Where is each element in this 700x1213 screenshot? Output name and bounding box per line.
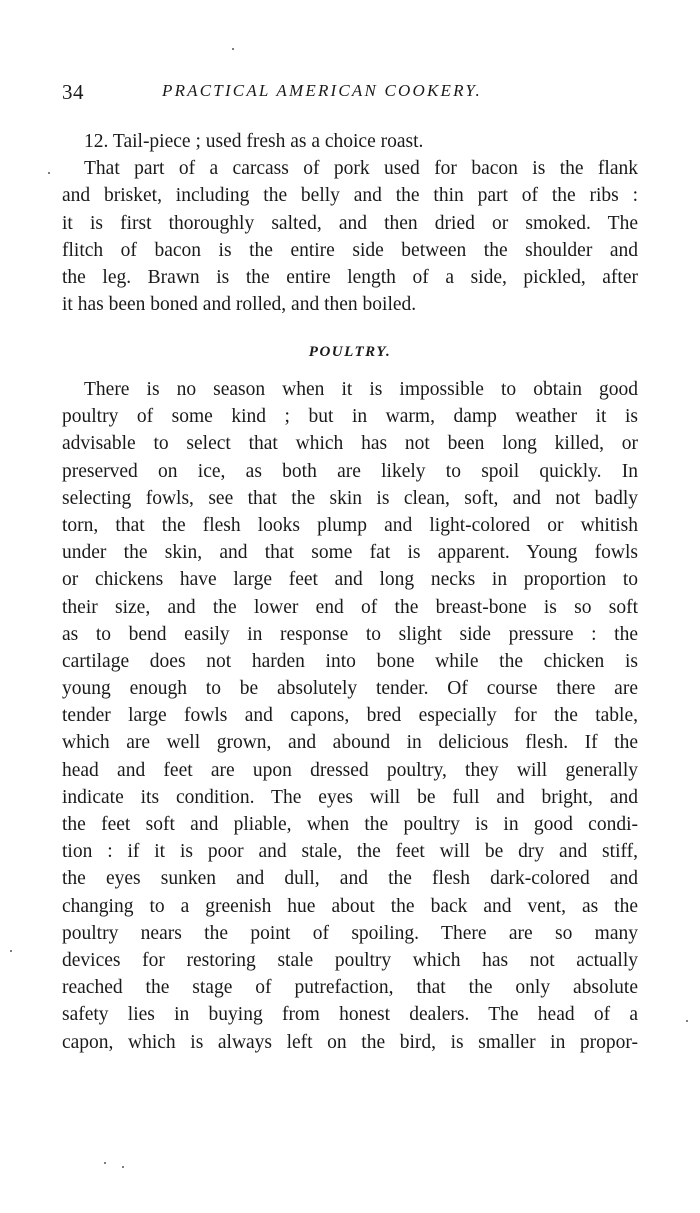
poultry-paragraph-line: changing to a greenish hue about the back and vent, as the xyxy=(62,895,638,917)
running-head: PRACTICAL AMERICAN COOKERY. xyxy=(162,81,482,100)
poultry-paragraph-line: poultry of some kind ; but in warm, damp weather it is xyxy=(62,406,638,428)
bacon-paragraph-line: it has been boned and rolled, and then boiled. xyxy=(62,294,417,316)
paragraph-item-12-line: 12. Tail-piece ; used fresh as a choice roast. xyxy=(84,131,424,152)
poultry-paragraph-line: as to bend easily in response to slight side pressure : the xyxy=(62,623,638,645)
poultry-paragraph-line: the eyes sunken and dull, and the flesh dark-colored and xyxy=(62,868,638,890)
poultry-paragraph-line: young enough to be absolutely tender. Of course there are xyxy=(62,678,638,700)
poultry-paragraph-line: devices for restoring stale poultry which has not actually xyxy=(62,949,638,971)
print-speck xyxy=(104,1162,106,1164)
page-header xyxy=(62,80,642,110)
poultry-paragraph-line: poultry nears the point of spoiling. There are so many xyxy=(62,922,638,944)
bacon-paragraph-line: it is first thoroughly salted, and then dried or smoked. The xyxy=(62,212,638,234)
poultry-paragraph-line: tion : if it is poor and stale, the feet will be dry and stiff, xyxy=(62,841,638,863)
poultry-paragraph-line: indicate its condition. The eyes will be full and bright, and xyxy=(62,786,638,808)
poultry-text-block xyxy=(62,376,638,1056)
poultry-paragraph-line: There is no season when it is impossible to obtain good xyxy=(84,379,638,400)
print-speck xyxy=(10,950,12,952)
poultry-paragraph-line: capon, which is always left on the bird, is smaller in propor- xyxy=(62,1031,638,1053)
poultry-paragraph-line: safety lies in buying from honest dealers. The head of a xyxy=(62,1004,638,1026)
bacon-paragraph-line: flitch of bacon is the entire side between the shoulder and xyxy=(62,239,638,261)
print-speck xyxy=(122,1166,124,1168)
poultry-paragraph-line: which are well grown, and abound in delicious flesh. If the xyxy=(62,732,638,754)
bacon-paragraph-line: and brisket, including the belly and the thin part of the ribs : xyxy=(62,185,638,207)
poultry-paragraph-line: selecting fowls, see that the skin is clean, soft, and not badly xyxy=(62,487,638,509)
section-heading-poultry: POULTRY. xyxy=(308,344,392,360)
poultry-paragraph-line: head and feet are upon dressed poultry, they will generally xyxy=(62,759,638,781)
page-number: 34 xyxy=(62,80,84,104)
poultry-paragraph-line: reached the stage of putrefaction, that the only absolute xyxy=(62,977,638,999)
poultry-paragraph-line: torn, that the flesh looks plump and light-colored or whitish xyxy=(62,514,638,536)
poultry-paragraph-line: under the skin, and that some fat is apparent. Young fowls xyxy=(62,542,638,564)
print-speck xyxy=(232,48,234,50)
print-speck xyxy=(686,1020,688,1022)
poultry-paragraph-line: or chickens have large feet and long necks in proportion to xyxy=(62,569,638,591)
poultry-paragraph-line: preserved on ice, as both are likely to spoil quickly. In xyxy=(62,460,638,482)
bacon-paragraph-line: That part of a carcass of pork used for bacon is the flank xyxy=(84,158,638,180)
top-text-block xyxy=(62,128,638,318)
poultry-paragraph-line: cartilage does not harden into bone while the chicken is xyxy=(62,650,638,672)
poultry-paragraph-line: their size, and the lower end of the breast-bone is so soft xyxy=(62,596,638,618)
bacon-paragraph-line: the leg. Brawn is the entire length of a side, pickled, after xyxy=(62,266,638,288)
poultry-paragraph-line: tender large fowls and capons, bred especially for the table, xyxy=(62,705,638,727)
poultry-paragraph-line: advisable to select that which has not been long killed, or xyxy=(62,433,638,455)
print-speck xyxy=(48,172,50,174)
poultry-paragraph-line: the feet soft and pliable, when the poultry is in good condi- xyxy=(62,814,638,835)
